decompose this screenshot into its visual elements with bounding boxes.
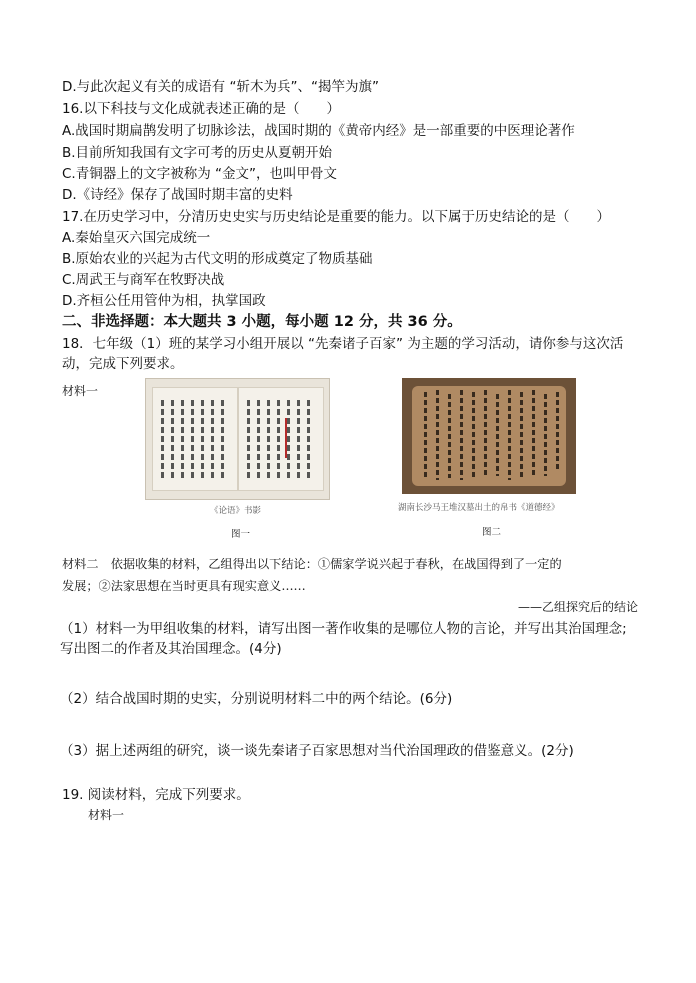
q17-option-c: C.周武王与商军在牧野决战 — [62, 272, 225, 288]
q17-stem: 17.在历史学习中，分清历史史实与历史结论是重要的能力。以下属于历史结论的是（ ） — [62, 209, 610, 225]
q18-stem-line2: 动，完成下列要求。 — [62, 356, 184, 372]
material-two-line2: 发展；②法家思想在当时更具有现实意义…… — [62, 579, 306, 593]
q16-option-d: D.《诗经》保存了战国时期丰富的史料 — [62, 187, 293, 203]
q16-option-c: C.青铜器上的文字被称为 “金文”，也叫甲骨文 — [62, 166, 337, 182]
material-two-line1: 材料二 依据收集的材料，乙组得出以下结论：①儒家学说兴起于春秋，在战国得到了一定的 — [62, 557, 562, 571]
analects-book-image — [145, 378, 330, 500]
figure-2-title: 图二 — [482, 527, 502, 538]
q16-option-a: A.战国时期扁鹊发明了切脉诊法，战国时期的《黄帝内经》是一部重要的中医理论著作 — [62, 123, 575, 139]
subquestion-1-line2: 写出图二的作者及其治国理念。(4分) — [60, 641, 282, 657]
q19-material-one-label: 材料一 — [88, 808, 125, 822]
material-one-label: 材料一 — [62, 384, 99, 398]
subquestion-1-line1: （1）材料一为甲组收集的材料，请写出图一著作收集的是哪位人物的言论，并写出其治国理念; — [60, 621, 627, 637]
q17-option-b: B.原始农业的兴起为古代文明的形成奠定了物质基础 — [62, 251, 373, 267]
q19-stem: 19. 阅读材料，完成下列要求。 — [62, 787, 250, 803]
figure-2-caption: 湖南长沙马王堆汉墓出土的帛书《道德经》 — [398, 503, 560, 513]
q17-option-a: A.秦始皇灭六国完成统一 — [62, 230, 211, 246]
q15-option-d: D.与此次起义有关的成语有 “斩木为兵”、“揭竿为旗” — [62, 79, 379, 95]
q18-stem-line1: 18．七年级（1）班的某学习小组开展以 “先秦诸子百家” 为主题的学习活动，请你参与这次活 — [62, 336, 624, 352]
material-two-source: ——乙组探究后的结论 — [517, 600, 638, 614]
q16-option-b: B.目前所知我国有文字可考的历史从夏朝开始 — [62, 145, 333, 161]
q16-stem: 16.以下科技与文化成就表述正确的是（ ） — [62, 101, 340, 117]
silk-manuscript-image — [402, 378, 576, 494]
q17-option-d: D.齐桓公任用管仲为相，执掌国政 — [62, 293, 266, 309]
subquestion-3: （3）据上述两组的研究，谈一谈先秦诸子百家思想对当代治国理政的借鉴意义。(2分) — [60, 743, 574, 759]
figure-1-title: 图一 — [231, 529, 251, 540]
subquestion-2: （2）结合战国时期的史实，分别说明材料二中的两个结论。(6分) — [60, 691, 453, 707]
section-heading: 二、非选择题：本大题共 3 小题，每小题 12 分，共 36 分。 — [62, 314, 462, 330]
figure-1-caption: 《论语》书影 — [210, 506, 262, 516]
